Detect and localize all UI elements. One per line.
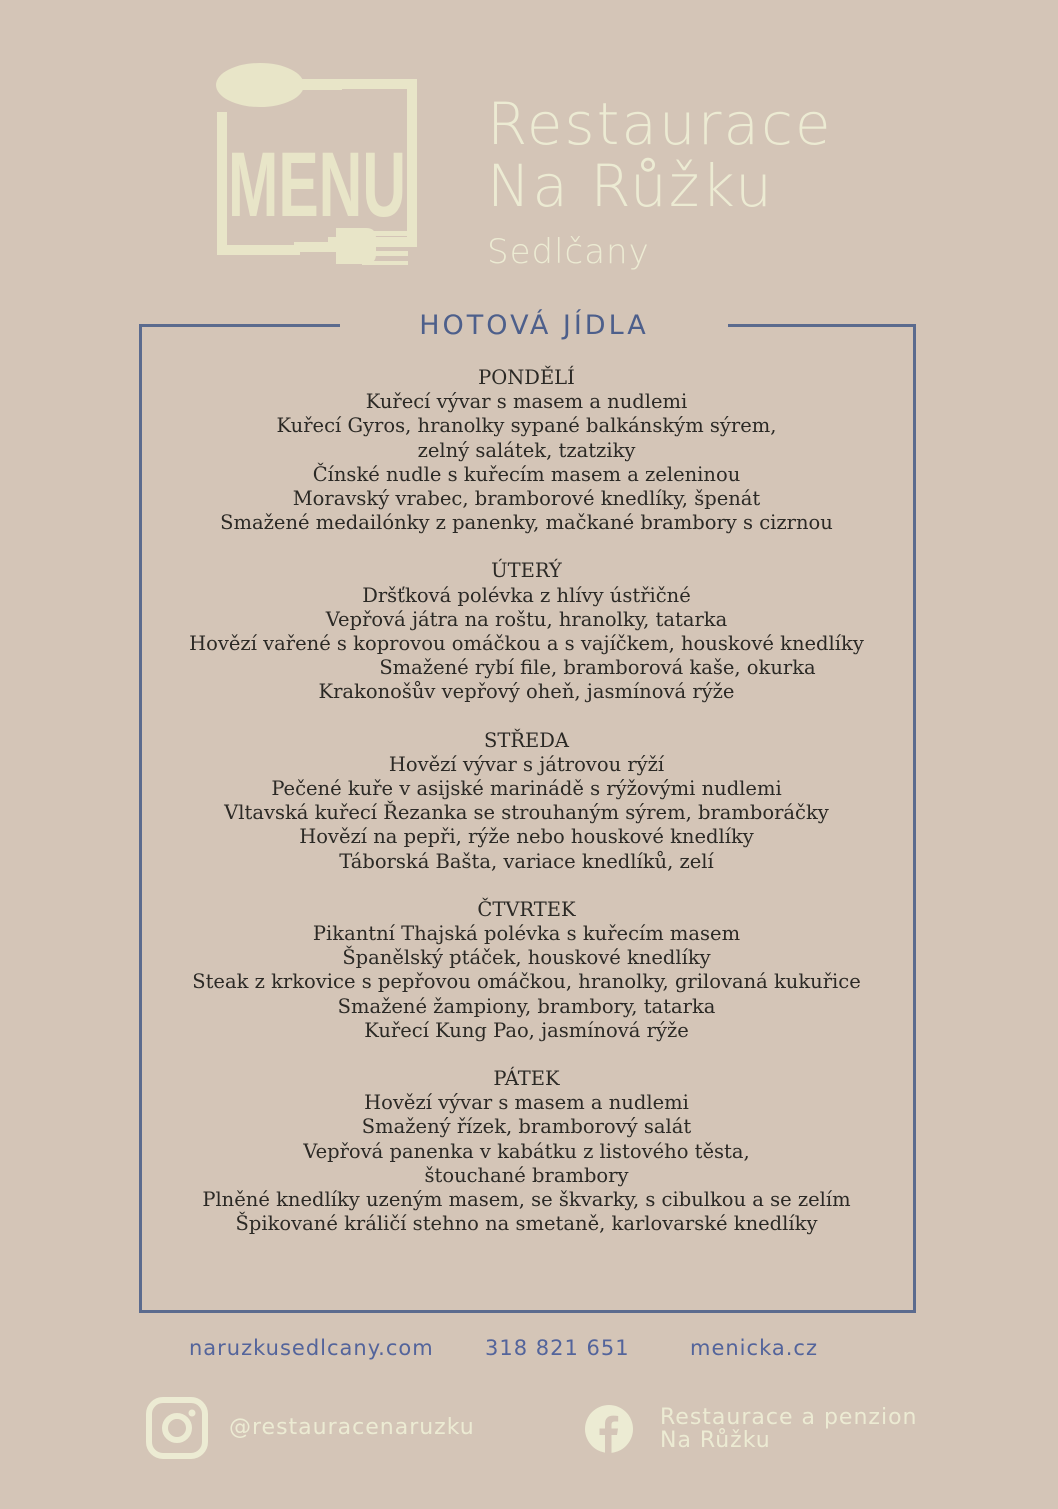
- menu-item: Dršťková polévka z hlívy ústřičné: [362, 583, 691, 607]
- day-wednesday: [143, 729, 910, 874]
- menu-logo: [216, 60, 418, 275]
- day-name: PÁTEK: [493, 1067, 560, 1091]
- logo-text: MENU: [228, 134, 406, 236]
- instagram-icon[interactable]: [145, 1396, 209, 1460]
- day-name: PONDĚLÍ: [478, 366, 575, 389]
- phone-number[interactable]: 318 821 651: [485, 1336, 630, 1360]
- menicka-link[interactable]: menicka.cz: [690, 1336, 818, 1360]
- day-friday: [143, 1067, 910, 1236]
- menu-item: Čínské nudle s kuřecím masem a zeleninou: [312, 462, 741, 486]
- day-thursday: [143, 898, 910, 1043]
- menu-item: Pikantní Thajská polévka s kuřecím masem: [312, 922, 741, 946]
- facebook-line2: Na Růžku: [660, 1428, 771, 1453]
- day-tuesday: [143, 559, 910, 704]
- menu-item: Vepřová játra na roštu, hranolky, tatarka: [325, 607, 728, 631]
- menu-item: Hovězí vývar s masem a nudlemi: [364, 1091, 689, 1115]
- menu-item: Smažené žampiony, brambory, tatarka: [337, 994, 716, 1018]
- menu-item: Plněné knedlíky uzeným masem, se škvarky, s cibulkou a se zelím: [202, 1188, 851, 1212]
- menu-item: Smažený řízek, bramborový salát: [361, 1115, 692, 1139]
- menu-item: štouchané brambory: [424, 1163, 629, 1187]
- daily-menu: [143, 366, 910, 1261]
- day-monday: [143, 366, 910, 535]
- section-title: HOTOVÁ JÍDLA: [340, 306, 728, 346]
- day-name: ČTVRTEK: [477, 897, 576, 921]
- menu-item: zelný salátek, tzatziky: [417, 438, 636, 462]
- menu-item: Vepřová panenka v kabátku z listového těsta,: [303, 1139, 750, 1163]
- menu-item: Vltavská kuřecí Řezanka se strouhaným sýrem, bramboráčky: [224, 801, 829, 825]
- menu-item: Hovězí na pepři, rýže nebo houskové knedlíky: [299, 825, 754, 849]
- menu-item: Smažené rybí file, bramborová kaše, okurka: [379, 656, 816, 680]
- menu-item: Hovězí vývar s játrovou rýží: [388, 752, 665, 776]
- menu-item: Pečené kuře v asijské marinádě s rýžovými nudlemi: [271, 777, 782, 801]
- menu-item: Špikované králičí stehno na smetaně, karlovarské knedlíky: [235, 1212, 818, 1236]
- menu-item: Moravský vrabec, bramborové knedlíky, špenát: [292, 487, 761, 511]
- menu-item: Kuřecí vývar s masem a nudlemi: [365, 390, 688, 414]
- menu-item: Steak z krkovice s pepřovou omáčkou, hranolky, grilovaná kukuřice: [192, 970, 861, 994]
- menu-item: Kuřecí Kung Pao, jasmínová rýže: [364, 1018, 689, 1042]
- facebook-icon[interactable]: [585, 1405, 633, 1453]
- facebook-page-name[interactable]: [660, 1406, 917, 1452]
- menu-item: Smažené medailónky z panenky, mačkané brambory s cizrnou: [220, 511, 833, 535]
- day-name: ÚTERÝ: [491, 559, 562, 583]
- menu-item: Hovězí vařené s koprovou omáčkou a s vajíčkem, houskové knedlíky: [189, 632, 864, 656]
- menu-item: Táborská Bašta, variace knedlíků, zelí: [339, 849, 714, 873]
- restaurant-city: Sedlčany: [487, 232, 650, 272]
- website-link[interactable]: naruzkusedlcany.com: [189, 1336, 434, 1360]
- menu-item: Španělský ptáček, houskové knedlíky: [342, 946, 711, 970]
- day-name: STŘEDA: [484, 728, 569, 752]
- menu-item: Krakonošův vepřový oheň, jasmínová rýže: [318, 680, 735, 704]
- facebook-line1: Restaurace a penzion: [660, 1405, 918, 1430]
- menu-item: Kuřecí Gyros, hranolky sypané balkánským sýrem,: [276, 414, 777, 438]
- instagram-handle[interactable]: @restauracenaruzku: [229, 1415, 475, 1440]
- restaurant-name-line1: Restaurace: [487, 90, 833, 158]
- restaurant-name-line2: Na Růžku: [487, 152, 774, 220]
